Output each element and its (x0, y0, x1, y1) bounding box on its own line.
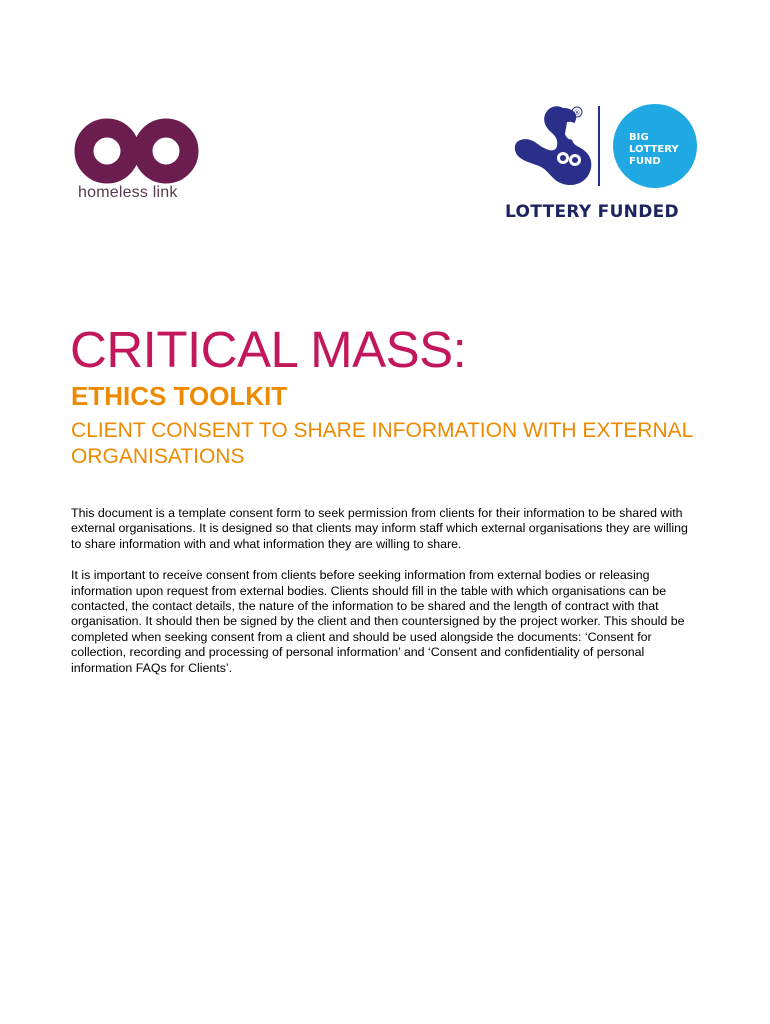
crossed-fingers-logo-icon (505, 100, 710, 200)
body-paragraph: It is important to receive consent from clients before seeking information from external bodies or releasing information upon request from external bodies. Clients should fill in the table with which organisations can be contacted, the contact details, the nature of the information to be shared and the length of contract with that organisation. It should then be signed by the client and then countersigned by the project worker. This should be completed when seeking consent from a client and should be used alongside the documents: ‘Consent for collection, recording and processing of personal information’ and ‘Consent and confidentiality of personal information FAQs for Clients’. (71, 568, 685, 675)
lottery-funded-logo (505, 100, 710, 230)
document-subtitle: ETHICS TOOLKIT (71, 381, 288, 411)
big-lottery-fund-line-3: FUND (629, 156, 661, 167)
lottery-funded-text: LOTTERY FUNDED (505, 202, 679, 222)
big-lottery-fund-line-1: BIG (629, 132, 649, 143)
big-lottery-fund-line-2: LOTTERY (629, 144, 679, 155)
body-paragraph: This document is a template consent form to seek permission from clients for their information to be shared with external organisations. It is designed so that clients may inform staff which external organisations they are willing to share information with and what information they are willing to share. (71, 506, 688, 551)
document-title: CRITICAL MASS: (70, 321, 467, 378)
document-heading: CLIENT CONSENT TO SHARE INFORMATION WITH EXTERNAL ORGANISATIONS (71, 419, 693, 468)
double-ring-logo-icon (74, 118, 204, 184)
document-body (71, 506, 701, 692)
registered-mark: ® (573, 109, 581, 117)
homeless-link-logo-text: homeless link (78, 184, 178, 201)
homeless-link-logo (74, 118, 204, 208)
